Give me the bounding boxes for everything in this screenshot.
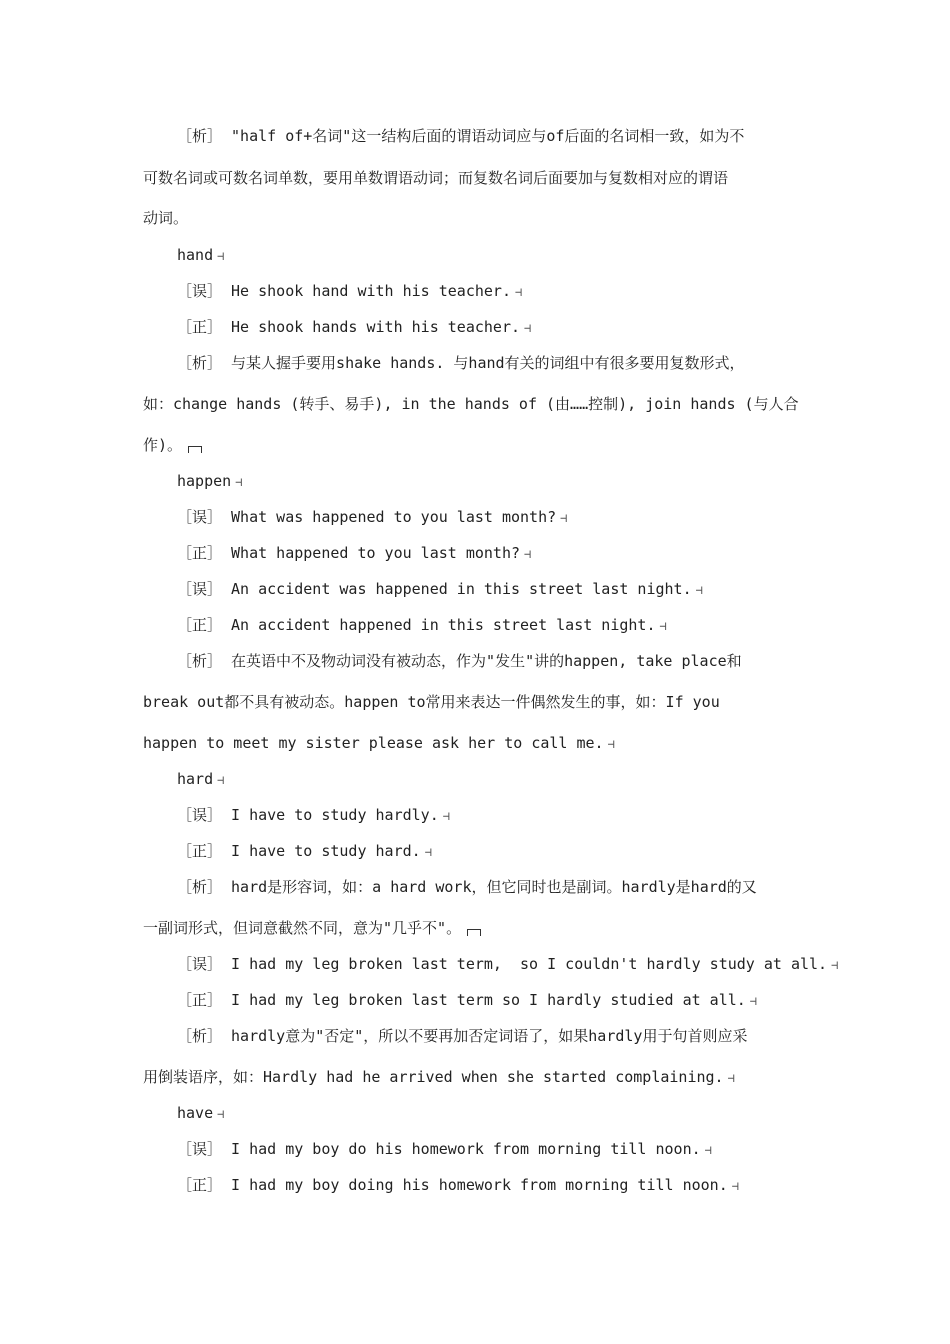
text-line: 可数名词或可数名词单数，要用单数谓语动词；而复数名词后面要加与复数相对应的谓语 xyxy=(143,169,729,187)
entry-heading: happen ⊣ xyxy=(177,472,243,490)
paragraph-mark-icon: ⊣ xyxy=(217,249,225,263)
paragraph-mark-icon: ⊣ xyxy=(217,1107,225,1121)
text-line: happen to meet my sister please ask her to call me. ⊣ xyxy=(143,734,615,752)
wrong-example: ［误］ What was happened to you last month? ⊣ xyxy=(177,508,568,526)
wrong-example: ［误］ I had my boy do his homework from morning till noon. ⊣ xyxy=(177,1140,712,1158)
paragraph-mark-icon: ⊣ xyxy=(424,845,432,859)
paragraph-mark-icon: ⊣ xyxy=(831,958,839,972)
section-break-icon xyxy=(188,446,202,453)
paragraph-mark-icon: ⊣ xyxy=(442,809,450,823)
entry-heading: hard ⊣ xyxy=(177,770,225,788)
paragraph-mark-icon: ⊣ xyxy=(515,285,523,299)
analysis-line: ［析］ 与某人握手要用shake hands. 与hand有关的词组中有很多要用复数形式， xyxy=(177,354,745,372)
correct-example: ［正］ I had my leg broken last term so I hardly studied at all. ⊣ xyxy=(177,991,758,1009)
analysis-line: ［析］ hard是形容词，如：a hard work，但它同时也是副词。hardly是hard的又 xyxy=(177,878,757,896)
paragraph-mark-icon: ⊣ xyxy=(524,547,532,561)
text-line: break out都不具有被动态。happen to常用来表达一件偶然发生的事，如：If you xyxy=(143,693,720,711)
correct-example: ［正］ What happened to you last month? ⊣ xyxy=(177,544,532,562)
correct-example: ［正］ He shook hands with his teacher. ⊣ xyxy=(177,318,532,336)
wrong-example: ［误］ He shook hand with his teacher. ⊣ xyxy=(177,282,523,300)
text-line: 动词。 xyxy=(143,209,189,227)
text-line: 如：change hands (转手、易手), in the hands of (由……控制), join hands (与人合 xyxy=(143,395,799,413)
paragraph-mark-icon: ⊣ xyxy=(235,475,243,489)
paragraph-mark-icon: ⊣ xyxy=(217,773,225,787)
paragraph-mark-icon: ⊣ xyxy=(659,619,667,633)
text-line: 用倒装语序，如：Hardly had he arrived when she started complaining. ⊣ xyxy=(143,1068,735,1086)
correct-example: ［正］ An accident happened in this street last night. ⊣ xyxy=(177,616,667,634)
paragraph-mark-icon: ⊣ xyxy=(524,321,532,335)
analysis-line: ［析］ 在英语中不及物动词没有被动态，作为"发生"讲的happen, take place和 xyxy=(177,652,742,670)
paragraph-mark-icon: ⊣ xyxy=(731,1179,739,1193)
paragraph-mark-icon: ⊣ xyxy=(727,1071,735,1085)
entry-heading: hand ⊣ xyxy=(177,246,225,264)
wrong-example: ［误］ I had my leg broken last term, so I couldn't hardly study at all. ⊣ xyxy=(177,955,839,973)
text-line: 作)。 xyxy=(143,427,202,463)
analysis-line: ［析］ hardly意为"否定"，所以不要再加否定词语了，如果hardly用于句首则应采 xyxy=(177,1027,748,1045)
paragraph-mark-icon: ⊣ xyxy=(560,511,568,525)
correct-example: ［正］ I had my boy doing his homework from morning till noon. ⊣ xyxy=(177,1176,739,1194)
wrong-example: ［误］ An accident was happened in this street last night. ⊣ xyxy=(177,580,703,598)
paragraph-mark-icon: ⊣ xyxy=(695,583,703,597)
section-break-icon xyxy=(467,929,481,936)
paragraph-mark-icon: ⊣ xyxy=(607,737,615,751)
paragraph-mark-icon: ⊣ xyxy=(749,994,758,1008)
text-line: ［析］ "half of+名词"这一结构后面的谓语动词应与of后面的名词相一致，如为不 xyxy=(177,127,745,145)
entry-heading: have ⊣ xyxy=(177,1104,225,1122)
paragraph-mark-icon: ⊣ xyxy=(704,1143,712,1157)
wrong-example: ［误］ I have to study hardly. ⊣ xyxy=(177,806,450,824)
text-line: 一副词形式，但词意截然不同，意为"几乎不"。 xyxy=(143,910,481,946)
correct-example: ［正］ I have to study hard. ⊣ xyxy=(177,842,432,860)
